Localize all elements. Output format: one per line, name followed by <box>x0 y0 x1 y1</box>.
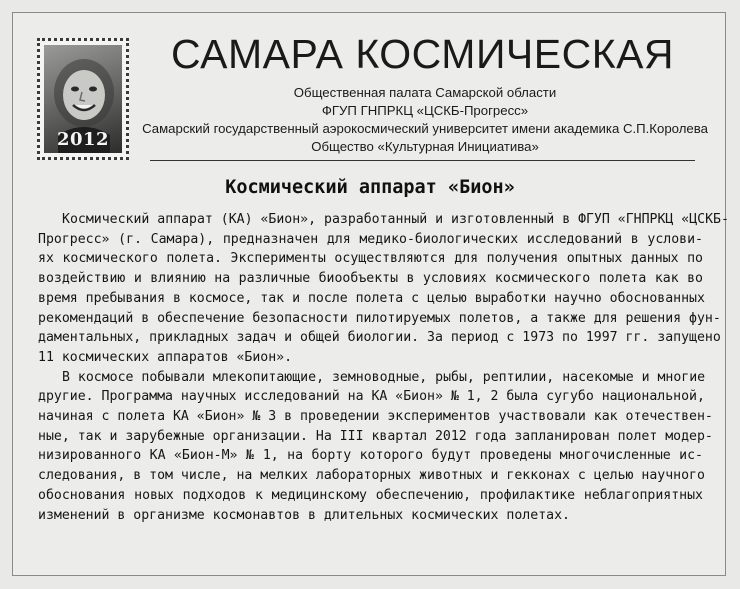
postage-stamp <box>37 38 129 160</box>
text-line: обоснования новых подходов к медицинскому обеспечению, профилактике неблагоприятных <box>38 487 703 503</box>
paragraph-1 <box>38 210 729 368</box>
cosmonaut-portrait <box>44 45 122 153</box>
text-line: время пребывания в космосе, так и после полета с целью выработки научно обоснованных <box>38 290 705 306</box>
text-line: изменений в организме космонавтов в длительных космических полетах. <box>38 507 570 523</box>
text-line: Прогресс» (г. Самара), предназначен для медико-биологических исследований в услови- <box>38 231 703 247</box>
text-line: воздействию и влиянию на различные биообъекты в условиях космического полета как во <box>38 271 703 287</box>
text-line: рекомендаций в обеспечение безопасности пилотируемых полетов, а также для решения фун- <box>38 310 721 326</box>
text-line: Космический аппарат (КА) «Бион», разработанный и изготовленный в ФГУП «ГНПРКЦ «ЦСКБ- <box>62 212 729 227</box>
text-line: другие. Программа научных исследований на КА «Бион» № 1, 2 была сугубо национальной, <box>38 389 705 405</box>
article-body <box>38 210 729 525</box>
organizations-list <box>140 84 710 156</box>
header-divider <box>150 160 695 161</box>
organization-line: Самарский государственный аэрокосмический университет имени академика С.П.Королева <box>142 121 708 136</box>
text-line: даментальных, прикладных задач и общей биологии. За период с 1973 по 1997 гг. запущено <box>38 330 721 346</box>
text-line: следования, в том числе, на мелких лабораторных животных и гекконах с целью научного <box>38 468 705 484</box>
text-line: низированного КА «Бион-М» № 1, на борту которого будут проведены многочисленные ис- <box>38 448 703 464</box>
text-line: начиная с полета КА «Бион» № 3 в проведении экспериментов участвовали как отечествен- <box>38 409 713 425</box>
paragraph-2 <box>38 368 713 526</box>
text-line: ях космического полета. Эксперименты осуществляются для получения опытных данных по <box>38 251 703 267</box>
main-title: САМАРА КОСМИЧЕСКАЯ <box>170 31 675 77</box>
text-line: ные, так и зарубежные организации. На III квартал 2012 года запланирован полет модер- <box>38 428 713 444</box>
organization-line: Общество «Культурная Инициатива» <box>311 139 539 154</box>
organization-line: Общественная палата Самарской области <box>293 85 557 100</box>
organization-line: ФГУП ГНПРКЦ «ЦСКБ-Прогресс» <box>321 103 529 118</box>
stamp-year: 2012 <box>56 129 110 150</box>
text-line: 11 космических аппаратов «Бион». <box>38 349 293 365</box>
text-line: В космосе побывали млекопитающие, земноводные, рыбы, рептилии, насекомые и многие <box>62 369 706 385</box>
article-title: Космический аппарат «Бион» <box>225 177 515 198</box>
